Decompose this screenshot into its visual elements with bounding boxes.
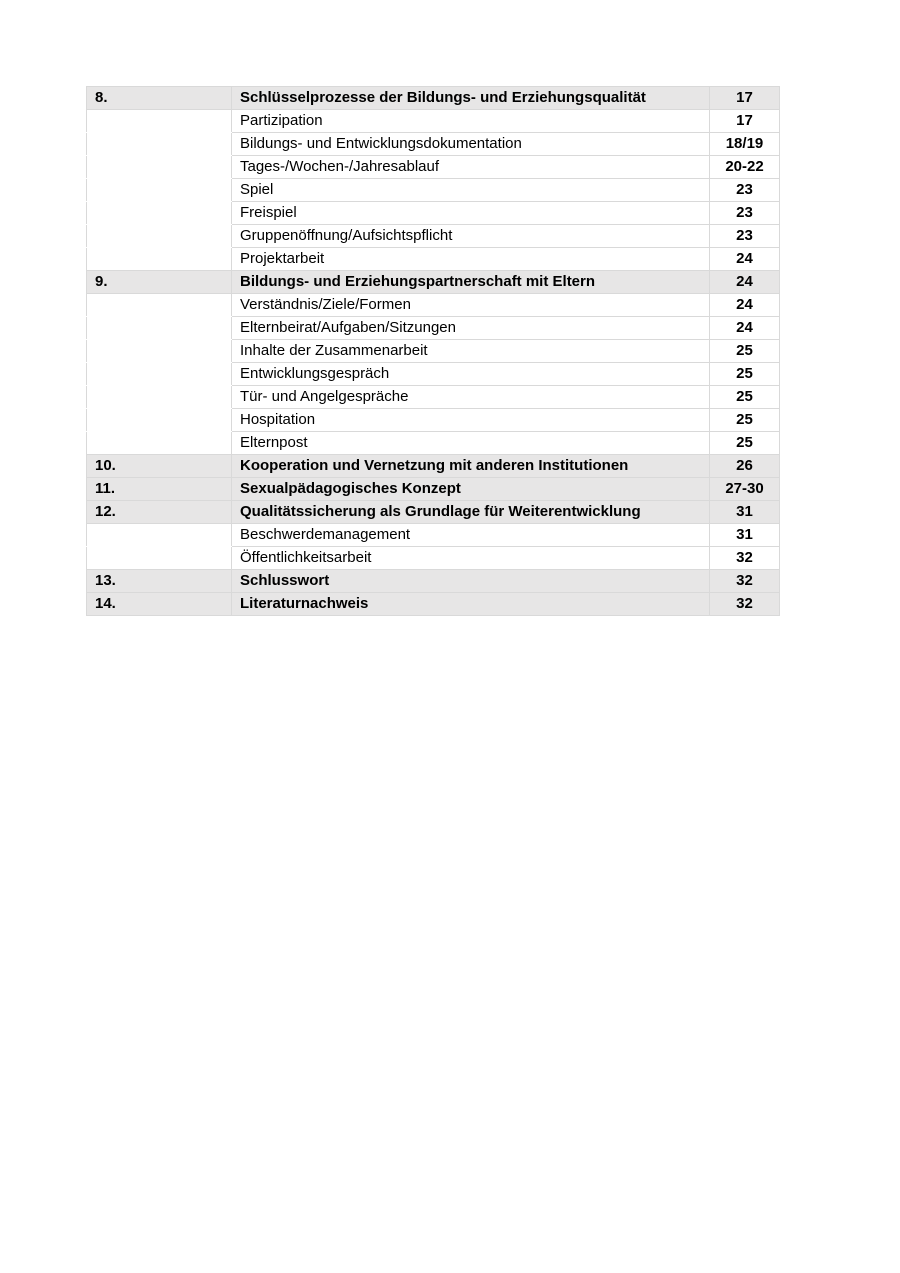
toc-section-row <box>87 593 780 616</box>
toc-title: Tages-/Wochen-/Jahresablauf <box>232 156 710 179</box>
toc-number <box>87 156 232 179</box>
toc-page-number: 23 <box>710 202 780 225</box>
toc-title: Literaturnachweis <box>232 593 710 616</box>
toc-title: Hospitation <box>232 409 710 432</box>
toc-number <box>87 363 232 386</box>
toc-number: 9. <box>87 271 232 294</box>
toc-title: Elternbeirat/Aufgaben/Sitzungen <box>232 317 710 340</box>
toc-title: Bildungs- und Entwicklungsdokumentation <box>232 133 710 156</box>
toc-title: Schlüsselprozesse der Bildungs- und Erziehungsqualität <box>232 87 710 110</box>
toc-subsection-row <box>87 432 780 455</box>
toc-subsection-row <box>87 340 780 363</box>
toc-page-number: 26 <box>710 455 780 478</box>
toc-number <box>87 110 232 133</box>
toc-subsection-row <box>87 248 780 271</box>
toc-subsection-row <box>87 179 780 202</box>
toc-page-number: 27-30 <box>710 478 780 501</box>
toc-page-number: 17 <box>710 87 780 110</box>
toc-title: Elternpost <box>232 432 710 455</box>
toc-page-number: 17 <box>710 110 780 133</box>
toc-subsection-row <box>87 409 780 432</box>
toc-section-row <box>87 501 780 524</box>
toc-subsection-row <box>87 202 780 225</box>
toc-number: 8. <box>87 87 232 110</box>
toc-page-number: 32 <box>710 547 780 570</box>
toc-number <box>87 202 232 225</box>
toc-number <box>87 340 232 363</box>
toc-subsection-row <box>87 386 780 409</box>
toc-title: Projektarbeit <box>232 248 710 271</box>
toc-page-number: 25 <box>710 409 780 432</box>
table-of-contents <box>86 86 780 616</box>
toc-title: Spiel <box>232 179 710 202</box>
toc-number: 10. <box>87 455 232 478</box>
toc-page-number: 25 <box>710 363 780 386</box>
toc-number <box>87 133 232 156</box>
toc-title: Tür- und Angelgespräche <box>232 386 710 409</box>
toc-subsection-row <box>87 294 780 317</box>
toc-page-number: 32 <box>710 570 780 593</box>
toc-title: Schlusswort <box>232 570 710 593</box>
toc-page-number: 24 <box>710 248 780 271</box>
toc-number <box>87 179 232 202</box>
toc-section-row <box>87 570 780 593</box>
toc-page-number: 31 <box>710 501 780 524</box>
toc-number <box>87 432 232 455</box>
toc-page-number: 25 <box>710 340 780 363</box>
toc-number: 11. <box>87 478 232 501</box>
toc-number <box>87 317 232 340</box>
toc-subsection-row <box>87 225 780 248</box>
toc-subsection-row <box>87 133 780 156</box>
toc-section-row <box>87 478 780 501</box>
toc-page-number: 18/19 <box>710 133 780 156</box>
toc-number: 13. <box>87 570 232 593</box>
toc-title: Kooperation und Vernetzung mit anderen Institutionen <box>232 455 710 478</box>
toc-title: Verständnis/Ziele/Formen <box>232 294 710 317</box>
toc-subsection-row <box>87 547 780 570</box>
toc-page-number: 24 <box>710 294 780 317</box>
toc-section-row <box>87 271 780 294</box>
toc-subsection-row <box>87 317 780 340</box>
toc-subsection-row <box>87 363 780 386</box>
toc-title: Partizipation <box>232 110 710 133</box>
toc-title: Qualitätssicherung als Grundlage für Weiterentwicklung <box>232 501 710 524</box>
toc-number: 14. <box>87 593 232 616</box>
toc-number <box>87 248 232 271</box>
toc-title: Entwicklungsgespräch <box>232 363 710 386</box>
toc-title: Inhalte der Zusammenarbeit <box>232 340 710 363</box>
toc-number <box>87 547 232 570</box>
toc-page-number: 25 <box>710 432 780 455</box>
toc-page-number: 24 <box>710 317 780 340</box>
toc-number <box>87 294 232 317</box>
toc-page-number: 31 <box>710 524 780 547</box>
toc-number <box>87 225 232 248</box>
toc-section-row <box>87 87 780 110</box>
toc-number <box>87 409 232 432</box>
toc-page-number: 23 <box>710 179 780 202</box>
toc-section-row <box>87 455 780 478</box>
toc-title: Freispiel <box>232 202 710 225</box>
toc-body <box>87 87 780 616</box>
toc-number <box>87 386 232 409</box>
toc-page-number: 25 <box>710 386 780 409</box>
toc-subsection-row <box>87 156 780 179</box>
toc-page-number: 24 <box>710 271 780 294</box>
toc-title: Sexualpädagogisches Konzept <box>232 478 710 501</box>
toc-subsection-row <box>87 110 780 133</box>
toc-page-number: 23 <box>710 225 780 248</box>
toc-title: Gruppenöffnung/Aufsichtspflicht <box>232 225 710 248</box>
toc-title: Öffentlichkeitsarbeit <box>232 547 710 570</box>
toc-page-number: 20-22 <box>710 156 780 179</box>
toc-subsection-row <box>87 524 780 547</box>
toc-title: Beschwerdemanagement <box>232 524 710 547</box>
toc-page-number: 32 <box>710 593 780 616</box>
toc-title: Bildungs- und Erziehungspartnerschaft mit Eltern <box>232 271 710 294</box>
toc-number: 12. <box>87 501 232 524</box>
toc-number <box>87 524 232 547</box>
